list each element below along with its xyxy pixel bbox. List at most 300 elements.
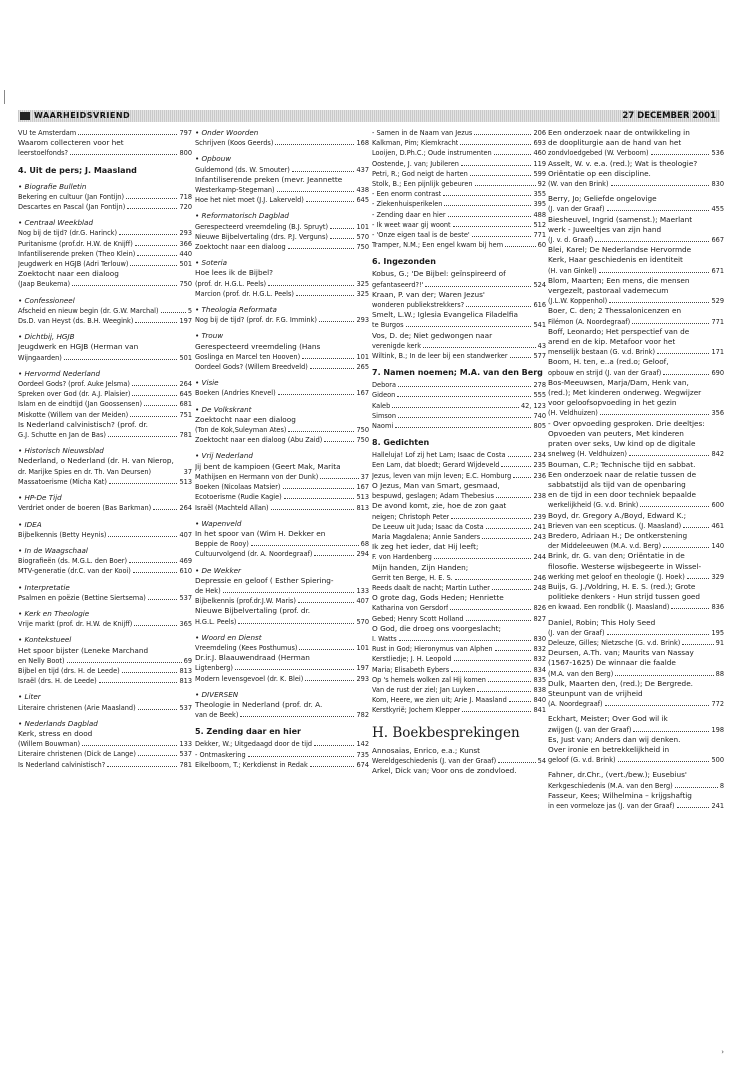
entry-title: Verdriet onder de boeren (Bas Barkman) xyxy=(18,503,152,513)
entry-line: praten over seks, Uw kind op de digitale xyxy=(548,439,696,449)
leader-dots xyxy=(395,421,531,428)
leader-dots xyxy=(148,593,178,600)
index-entry xyxy=(548,801,724,811)
entry-line: arend en de kip. Metafoor voor het xyxy=(548,337,676,347)
index-entry xyxy=(548,347,724,357)
page-number: 168 xyxy=(356,138,369,148)
index-entry xyxy=(195,165,369,175)
entry-line: O God, die droeg ons voorgeslacht; xyxy=(372,623,502,633)
entry-title: Eikelboom, T.; Kerkdienst in Redak xyxy=(195,759,308,769)
page-number: 167 xyxy=(356,388,369,398)
index-entry xyxy=(18,566,192,576)
index-entry xyxy=(195,539,369,549)
source-heading: • Wapenveld xyxy=(195,518,242,528)
leader-dots xyxy=(462,705,531,712)
page-number: 329 xyxy=(711,571,724,581)
entry-title: Miskotte (Willem van der Meiden) xyxy=(18,409,129,419)
entry-title: Op 's hemels wolken zal Hij komen xyxy=(372,674,486,684)
index-entry xyxy=(18,467,192,477)
index-entry xyxy=(372,189,546,199)
entry-title: Bijbelkennis (Betty Heynis) xyxy=(18,529,107,539)
index-entry xyxy=(195,617,369,627)
source-heading: • Vrij Nederland xyxy=(195,451,253,461)
leader-dots xyxy=(509,695,532,702)
index-entry xyxy=(372,471,546,481)
index-entry xyxy=(548,500,724,510)
entry-title: Maria; Elisabeth Eybers xyxy=(372,664,450,674)
page-number: 407 xyxy=(179,529,192,539)
leader-dots xyxy=(107,760,177,767)
page-number: 294 xyxy=(356,549,369,559)
entry-line: Jij bent de kampioen (Geert Mak, Marita xyxy=(195,461,341,471)
index-entry xyxy=(195,352,369,362)
page-number: 781 xyxy=(179,759,192,769)
leader-dots xyxy=(609,296,709,303)
entry-line: In het spoor van (Wim H. Dekker en xyxy=(195,528,326,538)
page-number: 42, 123 xyxy=(520,400,546,410)
page-number: 265 xyxy=(356,362,369,372)
leader-dots xyxy=(251,539,359,546)
index-entry xyxy=(195,242,369,252)
entry-line: Dr.ir.J. Blaauwendraad (Herman xyxy=(195,653,310,663)
source-heading: • Historisch Nieuwsblad xyxy=(18,446,104,456)
leader-dots xyxy=(453,220,532,227)
leader-dots xyxy=(78,128,177,135)
leader-dots xyxy=(310,362,355,369)
page-number: 235 xyxy=(533,460,546,470)
entry-title: Maria Magdalena; Annie Sanders xyxy=(372,531,481,541)
leader-dots xyxy=(137,249,177,256)
leader-dots xyxy=(498,756,535,763)
leader-dots xyxy=(406,320,532,327)
entry-line: Over ironie en betrekkelijkheid in xyxy=(548,744,670,754)
index-entry xyxy=(195,185,369,195)
page-number: 355 xyxy=(533,189,546,199)
source-heading: • Kerk en Theologie xyxy=(18,608,90,618)
source-heading: • In de Waagschaal xyxy=(18,545,88,555)
entry-line: Oriëntatie op een discipline. xyxy=(548,168,651,178)
entry-title: zwijgen (J. van der Graaf) xyxy=(548,724,632,734)
page-number: 460 xyxy=(533,148,546,158)
entry-title: Israël (Machteld Allan) xyxy=(195,502,269,512)
leader-dots xyxy=(461,159,532,166)
entry-title: Debora xyxy=(372,380,396,390)
entry-title: Oordeel Gods? (Willem Breedveld) xyxy=(195,362,308,372)
entry-title: Deleuze, Gilles; Nietzsche (G. v.d. Brink) xyxy=(548,637,681,647)
leader-dots xyxy=(505,240,536,247)
entry-title: Descartes en Pascal (Jan Fontijn) xyxy=(18,202,126,212)
leader-dots xyxy=(607,204,710,211)
index-entry xyxy=(372,138,546,148)
leader-dots xyxy=(108,430,178,437)
index-entry xyxy=(372,220,546,230)
chapter-heading: H. Boekbesprekingen xyxy=(372,724,520,741)
index-entry xyxy=(18,306,192,316)
leader-dots xyxy=(129,556,177,563)
entry-title: Massatoerisme (Micha Kat) xyxy=(18,476,107,486)
index-entry xyxy=(18,477,192,487)
page-number: 197 xyxy=(356,663,369,673)
index-entry xyxy=(18,399,192,409)
entry-title: Simson xyxy=(372,410,396,420)
page-number: 101 xyxy=(356,642,369,652)
page-number: 599 xyxy=(533,168,546,178)
leader-dots xyxy=(133,566,178,573)
entry-title: Kaleb xyxy=(372,400,391,410)
page-number: 241 xyxy=(533,521,546,531)
entry-title: Gideon xyxy=(372,390,396,400)
index-entry xyxy=(372,614,546,624)
leader-dots xyxy=(238,617,354,624)
entry-title: werkelijkheid (G. v.d. Brink) xyxy=(548,500,639,510)
leader-dots xyxy=(278,388,355,395)
page-number: 234 xyxy=(533,450,546,460)
source-heading: • Visie xyxy=(195,378,219,388)
source-heading: • Woord en Dienst xyxy=(195,632,262,642)
entry-title: Petri, R.; God neigt de harten xyxy=(372,168,468,178)
index-entry xyxy=(18,228,192,238)
leader-dots xyxy=(501,460,531,467)
page-number: 610 xyxy=(179,566,192,576)
leader-dots xyxy=(677,801,710,808)
index-entry xyxy=(372,148,546,158)
entry-line: voor geloofsopvoeding in het gezin xyxy=(548,398,677,408)
index-entry xyxy=(548,699,724,709)
index-entry xyxy=(548,266,724,276)
leader-dots xyxy=(682,638,713,645)
index-entry xyxy=(195,279,369,289)
page-number: 782 xyxy=(356,710,369,720)
entry-line: filosofie. Westerse wijsbegeerte in Wissel- xyxy=(548,561,702,571)
entry-title: Is Nederland calvinistisch? xyxy=(18,759,106,769)
index-entry xyxy=(195,492,369,502)
page-number: 407 xyxy=(356,596,369,606)
index-entry xyxy=(18,128,192,138)
leader-dots xyxy=(126,192,177,199)
entry-title: Beppie de Rooy) xyxy=(195,539,249,549)
leader-dots xyxy=(306,195,355,202)
leader-dots xyxy=(495,644,532,651)
leader-dots xyxy=(466,614,532,621)
page-number: 455 xyxy=(711,204,724,214)
page-number: 500 xyxy=(711,755,724,765)
page-number: 834 xyxy=(533,664,546,674)
page-number: 54 xyxy=(537,755,546,765)
entry-title: Vreemdeling (Kees Posthumus) xyxy=(195,642,298,652)
leader-dots xyxy=(398,380,531,387)
entry-title: werking met geloof en theologie (J. Hoek) xyxy=(548,571,685,581)
column-4 xyxy=(548,128,724,811)
entry-title: Biografieën (ds. M.G.L. den Boer) xyxy=(18,556,128,566)
leader-dots xyxy=(675,781,718,788)
entry-line: politieke denkers - Hun strijd tussen goed xyxy=(548,592,701,602)
page-number: 69 xyxy=(183,655,192,665)
index-entry xyxy=(548,204,724,214)
entry-line: werk - Juweeltjes van zijn hand xyxy=(548,224,662,234)
entry-title: (J. van der Graaf) xyxy=(548,204,605,214)
entry-line: Infantiliserende preken (mevr. Jeannette xyxy=(195,174,343,184)
page-number: 440 xyxy=(179,248,192,258)
leader-dots xyxy=(398,411,531,418)
index-entry xyxy=(195,472,369,482)
entry-line: Blei, Karel; De Nederlandse Hervormde xyxy=(548,245,692,255)
page-number: 827 xyxy=(533,613,546,623)
leader-dots xyxy=(330,232,355,239)
page-number: 570 xyxy=(356,616,369,626)
entry-title: te Burgos xyxy=(372,320,404,330)
page-number: 91 xyxy=(715,637,724,647)
source-heading: • DIVERSEN xyxy=(195,689,239,699)
leader-dots xyxy=(302,352,354,359)
page-number: 840 xyxy=(533,695,546,705)
entry-title: Jeugdwerk en HGJB (Adri Terlouw) xyxy=(18,259,129,269)
leader-dots xyxy=(235,663,355,670)
index-entry xyxy=(548,781,724,791)
page-number: 771 xyxy=(533,230,546,240)
entry-title: Wijngaarden) xyxy=(18,352,62,362)
index-entry xyxy=(18,556,192,566)
entry-title: H.G.L. Peels) xyxy=(195,616,237,626)
leader-dots xyxy=(488,675,532,682)
page-number: 751 xyxy=(179,409,192,419)
leader-dots xyxy=(477,685,531,692)
entry-line: Kobus, G.; 'De Bijbel: geïnspireerd of xyxy=(372,269,506,279)
index-entry xyxy=(195,232,369,242)
column-1 xyxy=(18,128,192,770)
leader-dots xyxy=(324,435,354,442)
leader-dots xyxy=(248,750,355,757)
corner-mark: › xyxy=(721,1048,724,1056)
entry-title: Bekering en cultuur (Jan Fontijn) xyxy=(18,191,125,201)
leader-dots xyxy=(271,503,355,510)
page-number: 570 xyxy=(356,231,369,241)
page-number: 750 xyxy=(356,435,369,445)
entry-title: (H. Veldhuizen) xyxy=(548,408,598,418)
leader-dots xyxy=(64,353,178,360)
entry-title: Halleluja! Lof zij het Lam; Isaac de Costa xyxy=(372,450,506,460)
page-number: 119 xyxy=(533,158,546,168)
page-number: 645 xyxy=(356,195,369,205)
entry-title: neigen; Christoph Peter xyxy=(372,511,450,521)
entry-title: Guldemond (ds. W. Smouter) xyxy=(195,164,290,174)
leader-dots xyxy=(399,634,532,641)
entry-title: - Een enorm contrast xyxy=(372,189,442,199)
entry-title: (W. van den Brink) xyxy=(548,179,609,189)
source-heading: • Opbouw xyxy=(195,154,232,164)
entry-title: Wereldgeschiedenis (J. van der Graaf) xyxy=(372,755,497,765)
leader-dots xyxy=(144,399,177,406)
index-entry xyxy=(195,195,369,205)
index-entry xyxy=(372,685,546,695)
leader-dots xyxy=(119,228,177,235)
page-number: 537 xyxy=(179,702,192,712)
entry-title: Looijen, D.Ph.C.; Oude instrumenten xyxy=(372,148,492,158)
index-entry xyxy=(372,351,546,361)
index-entry xyxy=(372,210,546,220)
page-number: 101 xyxy=(356,351,369,361)
page-number: 720 xyxy=(179,202,192,212)
source-heading: • Onder Woorden xyxy=(195,128,259,137)
leader-dots xyxy=(283,482,355,489)
leader-dots xyxy=(320,472,358,479)
leader-dots xyxy=(599,266,710,273)
entry-title: gefantaseerd?!' xyxy=(372,279,424,289)
page-number: 750 xyxy=(179,279,192,289)
entry-line: Kerk, stress en dood xyxy=(18,728,93,738)
page-number: 171 xyxy=(711,347,724,357)
entry-line: (red.); Met kinderen onderweg. Wegwijzer xyxy=(548,388,702,398)
entry-title: Afscheid en nieuw begin (dr. G.W. Marchal) xyxy=(18,305,159,315)
entry-title: Filémon (A. Noordegraaf) xyxy=(548,316,631,326)
entry-line: Kraan, P. van der; Waren Jezus' xyxy=(372,289,485,299)
entry-title: Rust in God; Hieronymus van Alphen xyxy=(372,644,493,654)
entry-line: de doopliturgie aan de hand van het xyxy=(548,138,682,148)
page-number: 92 xyxy=(537,179,546,189)
entry-title: verenigde kerk xyxy=(372,340,422,350)
page-number: 293 xyxy=(356,673,369,683)
entry-title: Jezus, leven van mijn leven; E.C. Homburg xyxy=(372,470,512,480)
leader-dots xyxy=(657,347,709,354)
page-number: 356 xyxy=(711,408,724,418)
leader-dots xyxy=(135,316,177,323)
page-number: 244 xyxy=(533,552,546,562)
entry-title: De Leeuw uit Juda; Isaac da Costa xyxy=(372,521,484,531)
page-number: 325 xyxy=(356,288,369,298)
leader-dots xyxy=(448,210,532,217)
magazine-logo: WAARHEIDSVRIEND xyxy=(34,111,131,120)
index-entry xyxy=(372,460,546,470)
leader-dots xyxy=(292,165,355,172)
entry-title: geloof (G. v.d. Brink) xyxy=(548,755,616,765)
page-number: 690 xyxy=(711,367,724,377)
entry-title: Boeken (Nicolaas Matsier) xyxy=(195,482,281,492)
section-heading: 4. Uit de pers; J. Maasland xyxy=(18,165,137,175)
leader-dots xyxy=(454,654,532,661)
index-entry xyxy=(372,128,546,138)
page-number: 797 xyxy=(179,128,192,137)
leader-dots xyxy=(310,760,355,767)
index-entry xyxy=(372,644,546,654)
index-entry xyxy=(372,450,546,460)
entry-title: Katharina von Gersdorf xyxy=(372,603,449,613)
entry-line: O Jezus, Man van Smart, gesmaad, xyxy=(372,480,500,490)
entry-title: (J. van der Graaf) xyxy=(548,627,605,637)
entry-title: Kerstkyrië; Jochem Klepper xyxy=(372,705,461,715)
page-number: 740 xyxy=(533,410,546,420)
entry-title: Puritanisme (prof.dr. H.W. de Knijff) xyxy=(18,238,133,248)
leader-dots xyxy=(683,521,709,528)
index-entry xyxy=(548,572,724,582)
index-entry xyxy=(18,148,192,158)
leader-dots xyxy=(640,500,709,507)
index-entry xyxy=(195,760,369,770)
entry-title: Israël (drs. H. de Leede) xyxy=(18,676,97,686)
entry-line: Eckhart, Meister; Over God wil ik xyxy=(548,714,668,724)
entry-title: Zoektocht naar een dialoog xyxy=(195,242,286,252)
index-entry xyxy=(548,179,724,189)
leader-dots xyxy=(611,179,710,186)
index-entry xyxy=(18,202,192,212)
page-number: 667 xyxy=(711,235,724,245)
source-heading: • Dichtbij, HGJB xyxy=(18,332,75,342)
page-number: 488 xyxy=(533,209,546,219)
index-entry xyxy=(548,296,724,306)
index-entry xyxy=(372,159,546,169)
section-heading: 7. Namen noemen; M.A. van den Berg xyxy=(372,368,543,378)
section-heading: 8. Gedichten xyxy=(372,438,430,448)
entry-line: Smelt, L.W.; Iglesia Evangelica Filadelfia xyxy=(372,310,518,320)
page-number: 101 xyxy=(356,221,369,231)
entry-title: Kerstliedje; J. H. Leopold xyxy=(372,654,452,664)
entry-title: Bijbel en tijd (drs. H. de Leede) xyxy=(18,665,120,675)
index-entry xyxy=(372,341,546,351)
index-entry xyxy=(372,421,546,431)
entry-title: Gebed; Henry Scott Holland xyxy=(372,613,464,623)
entry-line: vergezelt, pastoraal vademecum xyxy=(548,286,669,296)
leader-dots xyxy=(82,739,177,746)
index-entry xyxy=(195,549,369,559)
page-number: 278 xyxy=(533,380,546,390)
leader-dots xyxy=(135,239,178,246)
source-heading: • De Volkskrant xyxy=(195,404,252,414)
index-entry xyxy=(18,316,192,326)
page-number: 8 xyxy=(719,780,724,790)
entry-line: Depressie en geloof ( Esther Spiering- xyxy=(195,575,334,585)
entry-title: Literaire christenen (Dick de Lange) xyxy=(18,749,136,759)
leader-dots xyxy=(494,148,532,155)
index-entry xyxy=(195,750,369,760)
page-number: 88 xyxy=(715,668,724,678)
column-3 xyxy=(372,128,546,776)
entry-title: Een Lam, dat bloedt; Gerard Wijdeveld xyxy=(372,460,500,470)
column-2 xyxy=(195,128,369,770)
index-entry xyxy=(372,665,546,675)
entry-title: MTV-generatie (dr.C. van der Kooi) xyxy=(18,566,131,576)
entry-title: Spreken over God (dr. A.J. Plaisier) xyxy=(18,389,131,399)
entry-line: Bos-Meeuwsen, Marja/Dam, Henk van, xyxy=(548,377,689,387)
entry-line: - Over opvoeding gesproken. Drie deeltjes: xyxy=(548,418,705,428)
entry-line: Een onderzoek naar de ontwikkeling in xyxy=(548,128,690,137)
index-entry xyxy=(18,249,192,259)
leader-dots xyxy=(474,128,531,135)
entry-line: sabbatstijd als tijd van de openbaring xyxy=(548,479,686,489)
entry-title: der Middeleeuwen (M.A. v.d. Berg) xyxy=(548,541,662,551)
source-heading: • Soteria xyxy=(195,258,228,268)
page-number: 239 xyxy=(533,511,546,521)
entry-title: Naomi xyxy=(372,421,394,431)
index-entry xyxy=(372,695,546,705)
issue-date: 27 DECEMBER 2001 xyxy=(622,111,716,121)
leader-dots xyxy=(671,602,709,609)
entry-title: Reeds daalt de nacht; Martin Luther xyxy=(372,582,490,592)
entry-line: Theologie in Nederland (prof. dr. A. xyxy=(195,699,323,709)
entry-line: Boom, H. ten, e..a (red.o; Geloof, xyxy=(548,357,669,367)
leader-dots xyxy=(314,739,354,746)
index-entry xyxy=(372,552,546,562)
entry-title: - Zending daar en hier xyxy=(372,209,446,219)
page-number: 197 xyxy=(179,316,192,326)
page-number: 43 xyxy=(537,340,546,350)
entry-title: Marcion (prof. dr. H.G.L. Peels) xyxy=(195,288,294,298)
leader-dots xyxy=(632,317,709,324)
leader-dots xyxy=(223,586,355,593)
entry-title: - Ontmaskering xyxy=(195,749,246,759)
leader-dots xyxy=(319,315,355,322)
entry-title: Gerespecteerd vreemdeling (B.J. Spruyt) xyxy=(195,221,329,231)
leader-dots xyxy=(687,572,710,579)
entry-title: Islam en de eindtijd (Jan Goossensen) xyxy=(18,399,143,409)
page-number: 750 xyxy=(356,242,369,252)
